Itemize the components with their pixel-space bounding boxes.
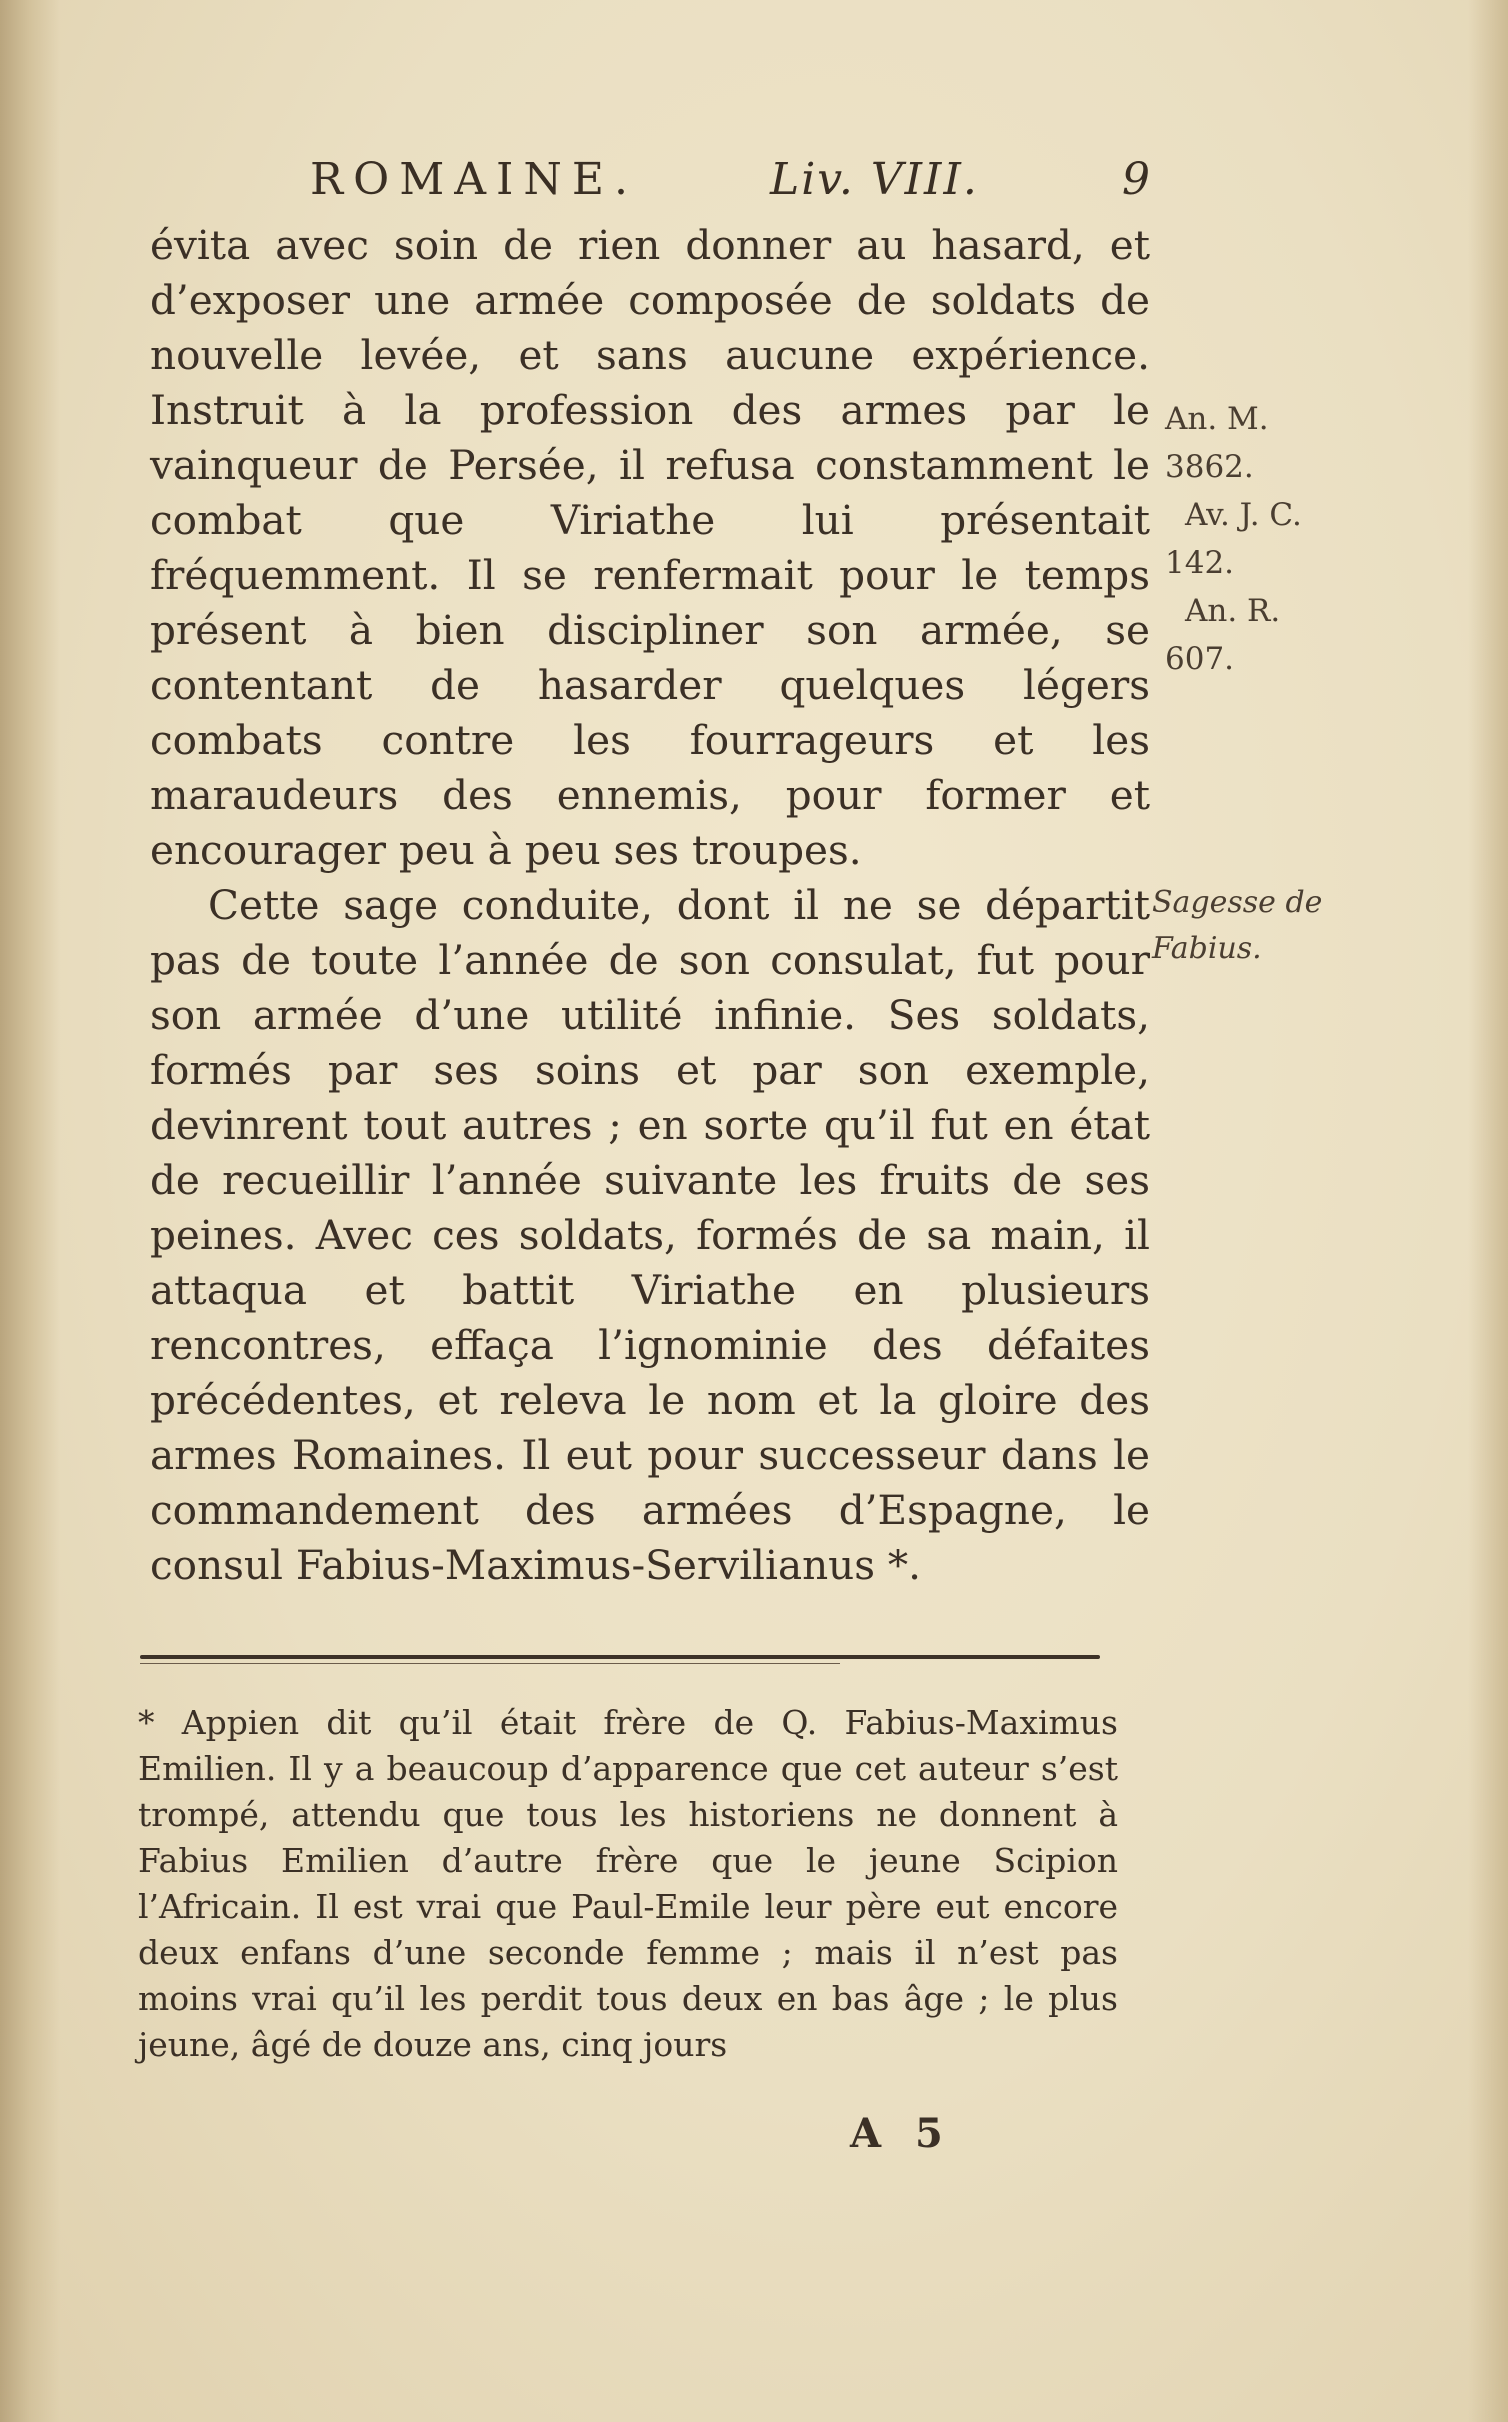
- margin-av-jc-value: 142.: [1165, 545, 1235, 581]
- footnote: [138, 1700, 1118, 2068]
- margin-av-jc-label: Av. J. C.: [1185, 497, 1302, 533]
- footnote-text: * Appien dit qu’il était frère de Q. Fabius-Maximus Emilien. Il y a beaucoup d’apparence que cet auteur s’est trompé, attendu que tous les historiens ne donnent à Fabius Emilien d’autre frère que le jeune Scipion l’Africain. Il est vrai que Paul-Emile leur père eut encore deux enfans d’une seconde femme ; mais il n’est pas moins vrai qu’il les perdit tous deux en bas âge ; le plus jeune, âgé de douze ans, cinq jours: [138, 1703, 1118, 2064]
- margin-an-r-value: 607.: [1165, 641, 1235, 677]
- main-text: [150, 218, 1150, 1593]
- margin-an-m-value: 3862.: [1165, 449, 1254, 485]
- footnote-rule: [140, 1655, 1100, 1659]
- margin-an-r-label: An. R.: [1185, 593, 1281, 629]
- margin-dates: [1165, 395, 1365, 683]
- paragraph-1: évita avec soin de rien donner au hasard, et d’exposer une armée composée de soldats de nouvelle levée, et sans aucune expérience. Instruit à la profession des armes par le vainqueur de Persée, il refusa constamment le combat que Viriathe lui présentait fréquemment. Il se renfermait pour le temps présent à bien discipliner son armée, se contentant de hasarder quelques légers combats contre les fourrageurs et les maraudeurs des ennemis, pour former et encourager peu à peu ses troupes.: [150, 221, 1150, 874]
- paragraph-2: Cette sage conduite, dont il ne se départit pas de toute l’année de son consulat, fut pour son armée d’une utilité infinie. Ses soldats, formés par ses soins et par son exemple, devinrent tout autres ; en sorte qu’il fut en état de recueillir l’année suivante les fruits de ses peines. Avec ces soldats, formés de sa main, il attaqua et battit Viriathe en plusieurs rencontres, effaça l’ignominie des défaites précédentes, et releva le nom et la gloire des armes Romaines. Il eut pour successeur dans le commandement des armées d’Espagne, le consul Fabius-Maximus-Servilianus *.: [150, 881, 1150, 1589]
- footnote-rule-thin: [140, 1663, 840, 1664]
- running-head-title: ROMAINE.: [310, 154, 639, 205]
- running-head-book: Liv. VIII.: [770, 154, 979, 205]
- running-head: [300, 150, 1150, 210]
- page-number: 9: [1122, 154, 1150, 205]
- margin-an-m-label: An. M.: [1165, 401, 1269, 437]
- margin-note: Sagesse de Fabius.: [1152, 885, 1323, 966]
- signature-mark: A 5: [850, 2110, 953, 2157]
